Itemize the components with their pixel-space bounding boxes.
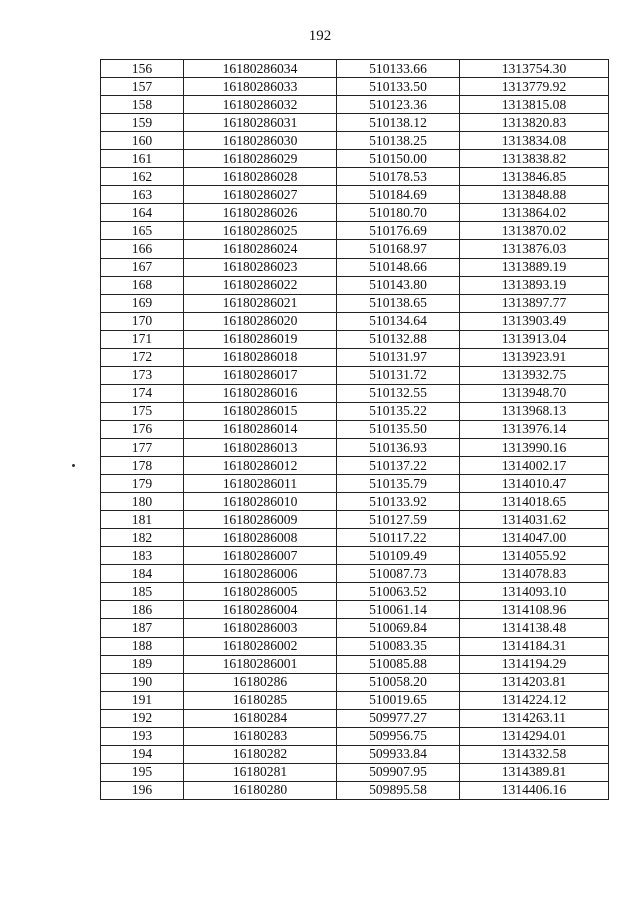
x-coordinate-cell: 510083.35 — [337, 637, 460, 655]
x-coordinate-cell: 509933.84 — [337, 745, 460, 763]
table-row — [101, 312, 609, 330]
coordinates-table — [100, 59, 609, 800]
x-coordinate-cell: 510131.72 — [337, 366, 460, 384]
point-id-cell: 16180286021 — [184, 294, 337, 312]
table-row — [101, 420, 609, 438]
table-row — [101, 132, 609, 150]
y-coordinate-cell: 1313834.08 — [460, 132, 609, 150]
page-number: 192 — [308, 28, 332, 44]
y-coordinate-cell: 1314031.62 — [460, 511, 609, 529]
row-index-cell: 167 — [101, 258, 184, 276]
x-coordinate-cell: 510117.22 — [337, 529, 460, 547]
row-index-cell: 186 — [101, 601, 184, 619]
row-index-cell: 193 — [101, 727, 184, 745]
x-coordinate-cell: 510127.59 — [337, 511, 460, 529]
point-id-cell: 16180286007 — [184, 547, 337, 565]
y-coordinate-cell: 1313976.14 — [460, 420, 609, 438]
point-id-cell: 16180284 — [184, 709, 337, 727]
row-index-cell: 171 — [101, 330, 184, 348]
x-coordinate-cell: 510138.25 — [337, 132, 460, 150]
point-id-cell: 16180286019 — [184, 330, 337, 348]
row-index-cell: 170 — [101, 312, 184, 330]
table-row — [101, 529, 609, 547]
row-index-cell: 179 — [101, 475, 184, 493]
row-index-cell: 173 — [101, 366, 184, 384]
y-coordinate-cell: 1314263.11 — [460, 709, 609, 727]
x-coordinate-cell: 510132.55 — [337, 384, 460, 402]
x-coordinate-cell: 510148.66 — [337, 258, 460, 276]
y-coordinate-cell: 1314093.10 — [460, 583, 609, 601]
y-coordinate-cell: 1313990.16 — [460, 438, 609, 456]
x-coordinate-cell: 510134.64 — [337, 312, 460, 330]
row-index-cell: 184 — [101, 565, 184, 583]
row-index-cell: 180 — [101, 493, 184, 511]
row-index-cell: 195 — [101, 763, 184, 781]
row-index-cell: 189 — [101, 655, 184, 673]
y-coordinate-cell: 1313815.08 — [460, 96, 609, 114]
point-id-cell: 16180286015 — [184, 402, 337, 420]
x-coordinate-cell: 509907.95 — [337, 763, 460, 781]
row-index-cell: 192 — [101, 709, 184, 727]
stray-dot-mark — [72, 464, 75, 467]
table-row — [101, 457, 609, 475]
table-row — [101, 637, 609, 655]
table-row — [101, 673, 609, 691]
y-coordinate-cell: 1313838.82 — [460, 150, 609, 168]
y-coordinate-cell: 1314406.16 — [460, 781, 609, 799]
x-coordinate-cell: 510176.69 — [337, 222, 460, 240]
row-index-cell: 196 — [101, 781, 184, 799]
y-coordinate-cell: 1314389.81 — [460, 763, 609, 781]
point-id-cell: 16180286002 — [184, 637, 337, 655]
x-coordinate-cell: 510137.22 — [337, 457, 460, 475]
point-id-cell: 16180286029 — [184, 150, 337, 168]
point-id-cell: 16180286001 — [184, 655, 337, 673]
table-row — [101, 276, 609, 294]
x-coordinate-cell: 510019.65 — [337, 691, 460, 709]
x-coordinate-cell: 509956.75 — [337, 727, 460, 745]
row-index-cell: 157 — [101, 78, 184, 96]
y-coordinate-cell: 1313923.91 — [460, 348, 609, 366]
row-index-cell: 185 — [101, 583, 184, 601]
table-row — [101, 78, 609, 96]
x-coordinate-cell: 510150.00 — [337, 150, 460, 168]
y-coordinate-cell: 1313848.88 — [460, 186, 609, 204]
table-row — [101, 366, 609, 384]
point-id-cell: 16180285 — [184, 691, 337, 709]
y-coordinate-cell: 1313876.03 — [460, 240, 609, 258]
y-coordinate-cell: 1313779.92 — [460, 78, 609, 96]
x-coordinate-cell: 510061.14 — [337, 601, 460, 619]
table-row — [101, 547, 609, 565]
x-coordinate-cell: 510180.70 — [337, 204, 460, 222]
y-coordinate-cell: 1314010.47 — [460, 475, 609, 493]
point-id-cell: 16180286008 — [184, 529, 337, 547]
y-coordinate-cell: 1313889.19 — [460, 258, 609, 276]
row-index-cell: 174 — [101, 384, 184, 402]
y-coordinate-cell: 1314055.92 — [460, 547, 609, 565]
row-index-cell: 177 — [101, 438, 184, 456]
x-coordinate-cell: 510133.50 — [337, 78, 460, 96]
row-index-cell: 160 — [101, 132, 184, 150]
x-coordinate-cell: 510132.88 — [337, 330, 460, 348]
table-row — [101, 745, 609, 763]
row-index-cell: 175 — [101, 402, 184, 420]
row-index-cell: 172 — [101, 348, 184, 366]
point-id-cell: 16180282 — [184, 745, 337, 763]
x-coordinate-cell: 510123.36 — [337, 96, 460, 114]
point-id-cell: 16180286020 — [184, 312, 337, 330]
x-coordinate-cell: 510178.53 — [337, 168, 460, 186]
table-row — [101, 114, 609, 132]
y-coordinate-cell: 1313903.49 — [460, 312, 609, 330]
x-coordinate-cell: 510136.93 — [337, 438, 460, 456]
point-id-cell: 16180280 — [184, 781, 337, 799]
y-coordinate-cell: 1314002.17 — [460, 457, 609, 475]
point-id-cell: 16180286016 — [184, 384, 337, 402]
point-id-cell: 16180286011 — [184, 475, 337, 493]
row-index-cell: 176 — [101, 420, 184, 438]
y-coordinate-cell: 1314294.01 — [460, 727, 609, 745]
row-index-cell: 164 — [101, 204, 184, 222]
point-id-cell: 16180286010 — [184, 493, 337, 511]
row-index-cell: 156 — [101, 60, 184, 78]
table-row — [101, 186, 609, 204]
table-row — [101, 511, 609, 529]
point-id-cell: 16180286018 — [184, 348, 337, 366]
x-coordinate-cell: 510085.88 — [337, 655, 460, 673]
table-row — [101, 258, 609, 276]
point-id-cell: 16180286031 — [184, 114, 337, 132]
table-row — [101, 222, 609, 240]
x-coordinate-cell: 510135.50 — [337, 420, 460, 438]
y-coordinate-cell: 1313820.83 — [460, 114, 609, 132]
y-coordinate-cell: 1314078.83 — [460, 565, 609, 583]
row-index-cell: 163 — [101, 186, 184, 204]
row-index-cell: 187 — [101, 619, 184, 637]
row-index-cell: 188 — [101, 637, 184, 655]
x-coordinate-cell: 510069.84 — [337, 619, 460, 637]
point-id-cell: 16180286014 — [184, 420, 337, 438]
table-row — [101, 475, 609, 493]
point-id-cell: 16180286026 — [184, 204, 337, 222]
point-id-cell: 16180286032 — [184, 96, 337, 114]
row-index-cell: 168 — [101, 276, 184, 294]
x-coordinate-cell: 510143.80 — [337, 276, 460, 294]
table-row — [101, 493, 609, 511]
point-id-cell: 16180286033 — [184, 78, 337, 96]
table-row — [101, 168, 609, 186]
table-body — [101, 60, 609, 800]
table-row — [101, 727, 609, 745]
row-index-cell: 166 — [101, 240, 184, 258]
row-index-cell: 183 — [101, 547, 184, 565]
point-id-cell: 16180286017 — [184, 366, 337, 384]
table-row — [101, 763, 609, 781]
point-id-cell: 16180286025 — [184, 222, 337, 240]
y-coordinate-cell: 1313932.75 — [460, 366, 609, 384]
x-coordinate-cell: 510138.12 — [337, 114, 460, 132]
table-row — [101, 294, 609, 312]
point-id-cell: 16180286009 — [184, 511, 337, 529]
x-coordinate-cell: 509895.58 — [337, 781, 460, 799]
x-coordinate-cell: 510131.97 — [337, 348, 460, 366]
y-coordinate-cell: 1313893.19 — [460, 276, 609, 294]
row-index-cell: 159 — [101, 114, 184, 132]
row-index-cell: 194 — [101, 745, 184, 763]
point-id-cell: 16180283 — [184, 727, 337, 745]
table-row — [101, 150, 609, 168]
table-row — [101, 655, 609, 673]
point-id-cell: 16180286022 — [184, 276, 337, 294]
row-index-cell: 181 — [101, 511, 184, 529]
x-coordinate-cell: 510133.92 — [337, 493, 460, 511]
point-id-cell: 16180286024 — [184, 240, 337, 258]
y-coordinate-cell: 1313864.02 — [460, 204, 609, 222]
point-id-cell: 16180286013 — [184, 438, 337, 456]
y-coordinate-cell: 1314108.96 — [460, 601, 609, 619]
row-index-cell: 158 — [101, 96, 184, 114]
table-row — [101, 330, 609, 348]
table-row — [101, 96, 609, 114]
y-coordinate-cell: 1314138.48 — [460, 619, 609, 637]
table-row — [101, 601, 609, 619]
y-coordinate-cell: 1314194.29 — [460, 655, 609, 673]
y-coordinate-cell: 1314047.00 — [460, 529, 609, 547]
row-index-cell: 182 — [101, 529, 184, 547]
y-coordinate-cell: 1314332.58 — [460, 745, 609, 763]
y-coordinate-cell: 1313897.77 — [460, 294, 609, 312]
point-id-cell: 16180286027 — [184, 186, 337, 204]
x-coordinate-cell: 510087.73 — [337, 565, 460, 583]
point-id-cell: 16180286 — [184, 673, 337, 691]
table-row — [101, 204, 609, 222]
y-coordinate-cell: 1313913.04 — [460, 330, 609, 348]
y-coordinate-cell: 1314018.65 — [460, 493, 609, 511]
row-index-cell: 165 — [101, 222, 184, 240]
table-row — [101, 438, 609, 456]
x-coordinate-cell: 510184.69 — [337, 186, 460, 204]
row-index-cell: 190 — [101, 673, 184, 691]
row-index-cell: 161 — [101, 150, 184, 168]
point-id-cell: 16180286023 — [184, 258, 337, 276]
table-row — [101, 583, 609, 601]
y-coordinate-cell: 1313968.13 — [460, 402, 609, 420]
point-id-cell: 16180281 — [184, 763, 337, 781]
y-coordinate-cell: 1313754.30 — [460, 60, 609, 78]
table-row — [101, 619, 609, 637]
y-coordinate-cell: 1313870.02 — [460, 222, 609, 240]
x-coordinate-cell: 510135.79 — [337, 475, 460, 493]
table-row — [101, 709, 609, 727]
point-id-cell: 16180286003 — [184, 619, 337, 637]
y-coordinate-cell: 1314184.31 — [460, 637, 609, 655]
x-coordinate-cell: 510058.20 — [337, 673, 460, 691]
x-coordinate-cell: 509977.27 — [337, 709, 460, 727]
table-row — [101, 384, 609, 402]
point-id-cell: 16180286028 — [184, 168, 337, 186]
row-index-cell: 178 — [101, 457, 184, 475]
x-coordinate-cell: 510133.66 — [337, 60, 460, 78]
row-index-cell: 191 — [101, 691, 184, 709]
x-coordinate-cell: 510168.97 — [337, 240, 460, 258]
table-row — [101, 565, 609, 583]
point-id-cell: 16180286004 — [184, 601, 337, 619]
table-row — [101, 60, 609, 78]
table-row — [101, 348, 609, 366]
table-row — [101, 691, 609, 709]
point-id-cell: 16180286034 — [184, 60, 337, 78]
x-coordinate-cell: 510109.49 — [337, 547, 460, 565]
point-id-cell: 16180286030 — [184, 132, 337, 150]
x-coordinate-cell: 510063.52 — [337, 583, 460, 601]
row-index-cell: 169 — [101, 294, 184, 312]
x-coordinate-cell: 510138.65 — [337, 294, 460, 312]
x-coordinate-cell: 510135.22 — [337, 402, 460, 420]
y-coordinate-cell: 1313948.70 — [460, 384, 609, 402]
table-row — [101, 240, 609, 258]
y-coordinate-cell: 1314224.12 — [460, 691, 609, 709]
point-id-cell: 16180286012 — [184, 457, 337, 475]
y-coordinate-cell: 1314203.81 — [460, 673, 609, 691]
point-id-cell: 16180286006 — [184, 565, 337, 583]
point-id-cell: 16180286005 — [184, 583, 337, 601]
table-row — [101, 781, 609, 799]
y-coordinate-cell: 1313846.85 — [460, 168, 609, 186]
table-row — [101, 402, 609, 420]
row-index-cell: 162 — [101, 168, 184, 186]
